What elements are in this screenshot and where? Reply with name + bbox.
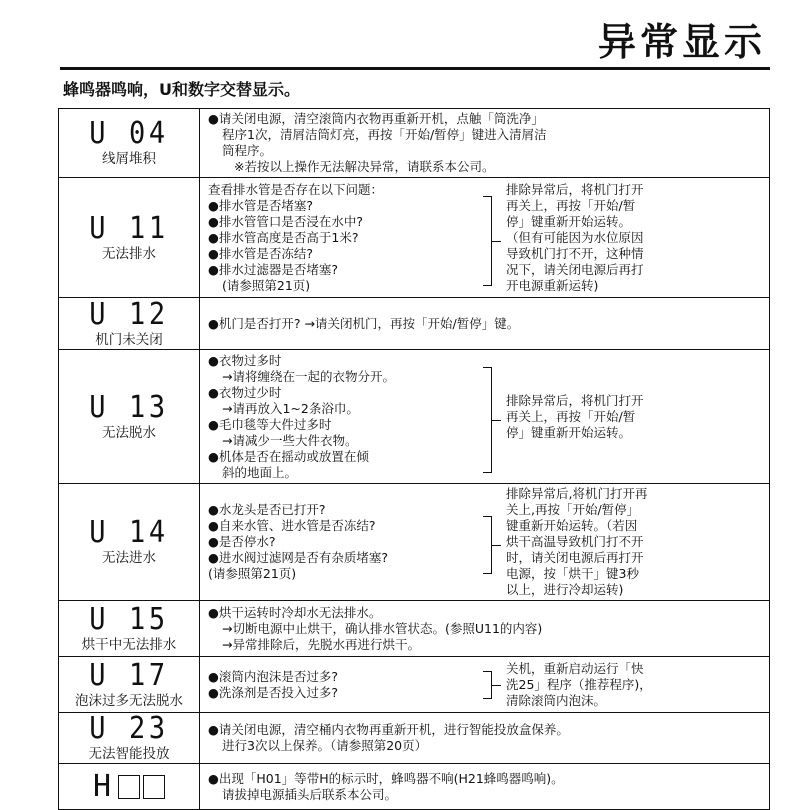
error-label-u14: 无法进水 [102, 550, 156, 566]
desc-line: ●排水管高度是否高于1米? [208, 229, 359, 245]
table-row-u04 [59, 109, 770, 178]
code-cell-u17 [59, 657, 200, 713]
desc-line: ●进水阀过滤网是否有杂质堵塞? [208, 550, 389, 565]
desc-line: ●请关闭电源，清空滚筒内衣物再重新开机，点触「筒洗净」 [208, 111, 544, 126]
remedy-line: 清除滚筒内泡沫。 [506, 692, 607, 708]
table-row-u14 [59, 484, 770, 601]
desc-line: →请减少一些大件衣物。 [222, 432, 358, 448]
error-code-u11: U 11 [89, 210, 169, 246]
remedy-line: 开电源重新运转) [506, 277, 599, 293]
remedy-line: 时，请关闭电源后再打开 [506, 550, 644, 565]
remedy-line: 况下，请关闭电源后再打 [506, 261, 644, 277]
remedy-block-u13 [496, 393, 644, 441]
remedy-line: 再关上，再按「开始/暂 [506, 197, 636, 213]
desc-line: 请拔掉电源插头后联系本公司。 [222, 786, 398, 802]
desc-line: ※若按以上操作无法解决异常，请联系本公司。 [234, 159, 495, 174]
desc-line: ●出现「H01」等带H的标示时，蜂鸣器不响(H21蜂鸣器鸣响)。 [208, 770, 564, 786]
error-label-u23: 无法智能投放 [88, 746, 170, 762]
desc-line: 查看排水管是否存在以下问题： [208, 181, 384, 197]
desc-line: ●滚筒内泡沫是否过多? [208, 668, 339, 684]
code-cell-u04 [59, 109, 200, 178]
remedy-line: 停」键重新开始运转。 [506, 213, 632, 229]
error-code-table [58, 108, 770, 810]
desc-line: ●排水管是否堵塞? [208, 197, 314, 213]
desc-line: 筒程序。 [222, 143, 273, 158]
desc-line: →异常排除后，先脱水再进行烘干。 [222, 636, 420, 652]
code-cell-u11 [59, 178, 200, 298]
desc-line: ●衣物过多时 [208, 352, 282, 368]
error-code-u15: U 15 [89, 601, 169, 637]
remedy-line: 洗25」程序（推荐程序)， [506, 676, 652, 692]
desc-line: ●水龙头是否已打开? [208, 502, 326, 517]
code-cell-u15 [59, 601, 200, 657]
digit-box-icon [118, 775, 140, 799]
desc-cell-u11 [200, 178, 770, 298]
desc-line: 进行3次以上保养。（请参照第20页） [222, 738, 428, 753]
desc-line: ●毛巾毯等大件过多时 [208, 416, 332, 432]
desc-line: (请参照第21页) [208, 566, 297, 581]
table-row-u23 [59, 713, 770, 764]
bracket [483, 671, 492, 699]
desc-line: ●烘干运转时冷却水无法排水。 [208, 604, 382, 620]
table-row-u13 [59, 350, 770, 484]
code-cell-u13 [59, 350, 200, 484]
desc-cell-u15 [200, 601, 770, 657]
error-label-u12: 机门未关闭 [95, 331, 163, 348]
bracket [483, 196, 492, 286]
table-row-u15 [59, 601, 770, 657]
code-cell-u23 [59, 713, 200, 764]
remedy-line: 关机，重新启动运行「快 [506, 660, 644, 676]
error-code-u14: U 14 [89, 515, 169, 550]
desc-cell-h [200, 764, 770, 810]
remedy-line: 排除异常后，将机门打开 [506, 181, 644, 197]
desc-line: ●排水过滤器是否堵塞? [208, 261, 339, 277]
table-row-u11 [59, 178, 770, 298]
remedy-line: 键重新开始运转。（若因 [506, 518, 638, 533]
error-code-u23: U 23 [89, 711, 169, 746]
desc-cell-u13 [200, 350, 770, 484]
remedy-block-u17 [496, 661, 652, 709]
desc-line: ●机门是否打开? →请关闭机门，再按「开始/暂停」键。 [208, 315, 520, 331]
remedy-line: 排除异常后,将机门打开再 [506, 486, 648, 501]
error-label-u13: 无法脱水 [102, 424, 156, 441]
desc-line: ●洗涤剂是否投入过多? [208, 684, 339, 700]
code-cell-u14 [59, 484, 200, 601]
desc-line: 程序1次，清屑洁筒灯亮，再按「开始/暂停」键进入清屑洁 [222, 127, 547, 142]
error-code-u04: U 04 [89, 116, 169, 151]
desc-cell-u23 [200, 713, 770, 764]
title-rule [60, 67, 770, 70]
desc-cell-u14 [200, 484, 770, 601]
error-label-u04: 线屑堆积 [102, 151, 156, 167]
remedy-line: （但有可能因为水位原因 [506, 229, 644, 245]
remedy-line: 排除异常后，将机门打开 [506, 392, 644, 408]
remedy-line: 导致机门打不开，这种情 [506, 245, 644, 261]
bracket [483, 367, 492, 473]
desc-line: ●衣物过少时 [208, 384, 282, 400]
remedy-line: 再关上，再按「开始/暂 [506, 408, 636, 424]
error-label-u15: 烘干中无法排水 [81, 636, 177, 653]
desc-line: 斜的地面上。 [222, 464, 298, 480]
desc-line: (请参照第21页) [222, 277, 311, 293]
remedy-line: 以上，进行冷却运转) [506, 582, 624, 597]
desc-line: ●自来水管、进水管是否冻结? [208, 518, 376, 533]
error-code-h: H [92, 768, 116, 804]
bracket [483, 516, 492, 574]
error-code-u17: U 17 [89, 657, 169, 693]
desc-line: →请将缠绕在一起的衣物分开。 [222, 368, 395, 384]
desc-line: →切断电源中止烘干，确认排水管状态。(参照U11的内容) [222, 620, 543, 636]
table-row-u17 [59, 657, 770, 713]
digit-box-icon [143, 775, 165, 799]
error-label-u11: 无法排水 [102, 245, 156, 262]
table-row-u12 [59, 298, 770, 350]
error-label-u17: 泡沫过多无法脱水 [75, 692, 183, 709]
table-row-h [59, 764, 770, 810]
desc-line: ●排水管管口是否浸在水中? [208, 213, 364, 229]
desc-line: →请再放入1~2条浴巾。 [222, 400, 359, 416]
desc-line: ●请关闭电源，清空桶内衣物再重新开机，进行智能投放盒保养。 [208, 722, 569, 737]
remedy-line: 烘干高温导致机门打不开 [506, 534, 644, 549]
remedy-line: 关上,再按「开始/暂停」 [506, 502, 640, 517]
code-cell-h [59, 764, 200, 810]
desc-cell-u04 [200, 109, 770, 178]
remedy-line: 电源，按「烘干」键3秒 [506, 566, 639, 581]
desc-cell-u17 [200, 657, 770, 713]
page-title: 异常显示 [597, 20, 766, 64]
desc-cell-u12 [200, 298, 770, 350]
code-cell-u12 [59, 298, 200, 350]
desc-line: ●机体是否在摇动或放置在倾 [208, 448, 369, 464]
error-code-u12: U 12 [89, 296, 169, 332]
section-subtitle: 蜂鸣器鸣响，U和数字交替显示。 [63, 80, 300, 99]
remedy-block-u11 [496, 182, 644, 294]
desc-line: ●是否停水? [208, 534, 276, 549]
remedy-block-u14 [496, 486, 647, 598]
remedy-line: 停」键重新开始运转。 [506, 424, 632, 440]
error-code-u13: U 13 [89, 389, 169, 425]
desc-line: ●排水管是否冻结? [208, 245, 314, 261]
